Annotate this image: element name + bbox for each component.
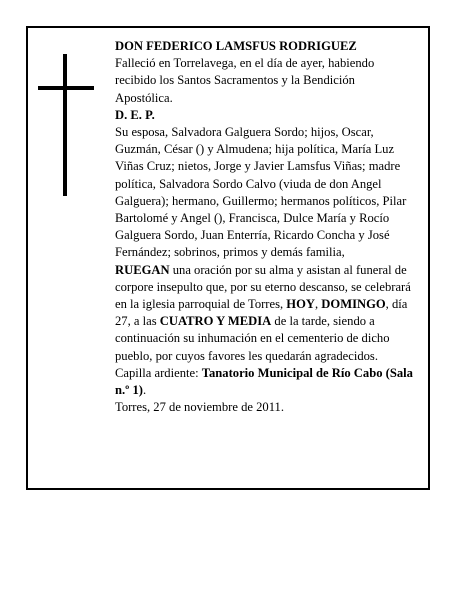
chapel-place: Tanatorio Municipal de Río Cabo (Sala n.º 1) [115,365,413,398]
request-text: una oración por su alma y asistan al funeral de corpore insepulto que, por su eterno descanso, se celebrará en la iglesia parroquial de Torres, [115,262,411,312]
chapel-label: Capilla ardiente: [115,365,202,380]
funeral-time: CUATRO Y MEDIA [159,314,272,329]
cross-icon-bar [38,86,94,90]
family-list: Su esposa, Salvadora Galguera Sordo; hijos, Oscar, Guzmán, César () y Almudena; hija política, María Luz Viñas Cruz; nietos, Jorge y Javier Lamsfus Viñas; madre política, Salvadora Sordo Calvo (viuda de don Angel Galguera); hermano, Guillermo; hermanos políticos, Pilar Bartolomé y Angel (), Francisca, Dulce María y Rocío Galguera Sordo, Juan Enterría, Ricardo Concha y José Fernández; sobrinos, primos y demás familia, [115,125,407,260]
deceased-name: DON FEDERICO LAMSFUS RODRIGUEZ [115,39,357,53]
comma-text: , [314,297,319,312]
death-announcement: Falleció en Torrelavega, en el día de ayer, habiendo recibido los Santos Sacramentos y la Bendición Apostólica. [115,56,375,105]
burial-text: de la tarde, siendo a continuación su inhumación en el cementerio de dicho pueblo, por cuyos favores les quedarán agradecidos. [115,314,390,363]
cross-icon [63,54,67,196]
obituary-text [115,38,415,416]
day-domingo: DOMINGO [321,297,386,312]
chapel-end: . [142,383,147,398]
day-hoy: HOY [286,297,315,312]
funeral-request [115,262,415,365]
chapel-info [115,365,415,399]
place-date: Torres, 27 de noviembre de 2011. [115,400,284,415]
request-keyword: RUEGAN [115,262,170,277]
rip-text: D. E. P. [115,107,155,122]
date-text: , día 27, a las [115,297,408,329]
